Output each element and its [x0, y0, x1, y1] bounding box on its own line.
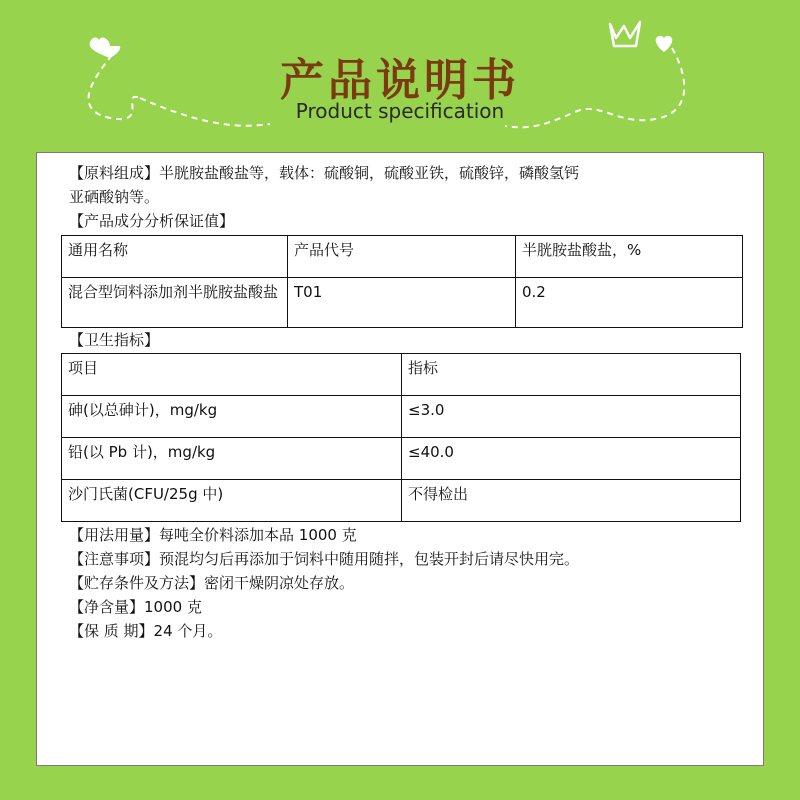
- crown-icon: [610, 22, 640, 46]
- hygiene-table: [61, 353, 741, 522]
- table-cell: 不得检出: [402, 480, 741, 522]
- table-cell: ≤3.0: [402, 396, 741, 438]
- ingredients-text-continued: 亚硒酸钠等。: [69, 188, 160, 206]
- table-cell: T01: [288, 278, 516, 328]
- table-cell: 0.2: [516, 278, 743, 328]
- table-row: [62, 438, 741, 480]
- table-header-row: [62, 354, 741, 396]
- page-title: 产品说明书: [280, 55, 520, 106]
- table-cell: ≤40.0: [402, 438, 741, 480]
- page-subtitle: Product specification: [295, 99, 505, 123]
- usage-text: 【用法用量】每吨全价料添加本品 1000 克: [69, 526, 357, 544]
- guarantee-table: [61, 235, 743, 328]
- table-cell: 砷(以总砷计)，mg/kg: [62, 396, 402, 438]
- table-header-cell: 项目: [62, 354, 402, 396]
- table-cell: 混合型饲料添加剂半胱胺盐酸盐: [62, 278, 288, 328]
- ingredients-text: 【原料组成】半胱胺盐酸盐等，载体：硫酸铜，硫酸亚铁，硫酸锌，磷酸氢钙: [69, 164, 580, 182]
- storage-text: 【贮存条件及方法】密闭干燥阴凉处存放。: [69, 574, 355, 592]
- table-header-cell: 产品代号: [288, 236, 516, 278]
- table-cell: 沙门氏菌(CFU/25g 中): [62, 480, 402, 522]
- caution-text: 【注意事项】预混均匀后再添加于饲料中随用随拌，包装开封后请尽快用完。: [69, 550, 580, 568]
- table-row: [62, 278, 743, 328]
- hygiene-heading: 【卫生指标】: [69, 331, 160, 349]
- guarantee-heading: 【产品成分分析保证值】: [69, 212, 235, 230]
- table-row: [62, 396, 741, 438]
- table-header-row: [62, 236, 743, 278]
- table-header-cell: 半胱胺盐酸盐，%: [516, 236, 743, 278]
- table-row: [62, 480, 741, 522]
- table-header-cell: 通用名称: [62, 236, 288, 278]
- shelf-life-text: 【保 质 期】24 个月。: [69, 622, 223, 640]
- table-header-cell: 指标: [402, 354, 741, 396]
- net-content-text: 【净含量】1000 克: [69, 598, 202, 616]
- spec-panel: [36, 152, 764, 766]
- table-cell: 铅(以 Pb 计)，mg/kg: [62, 438, 402, 480]
